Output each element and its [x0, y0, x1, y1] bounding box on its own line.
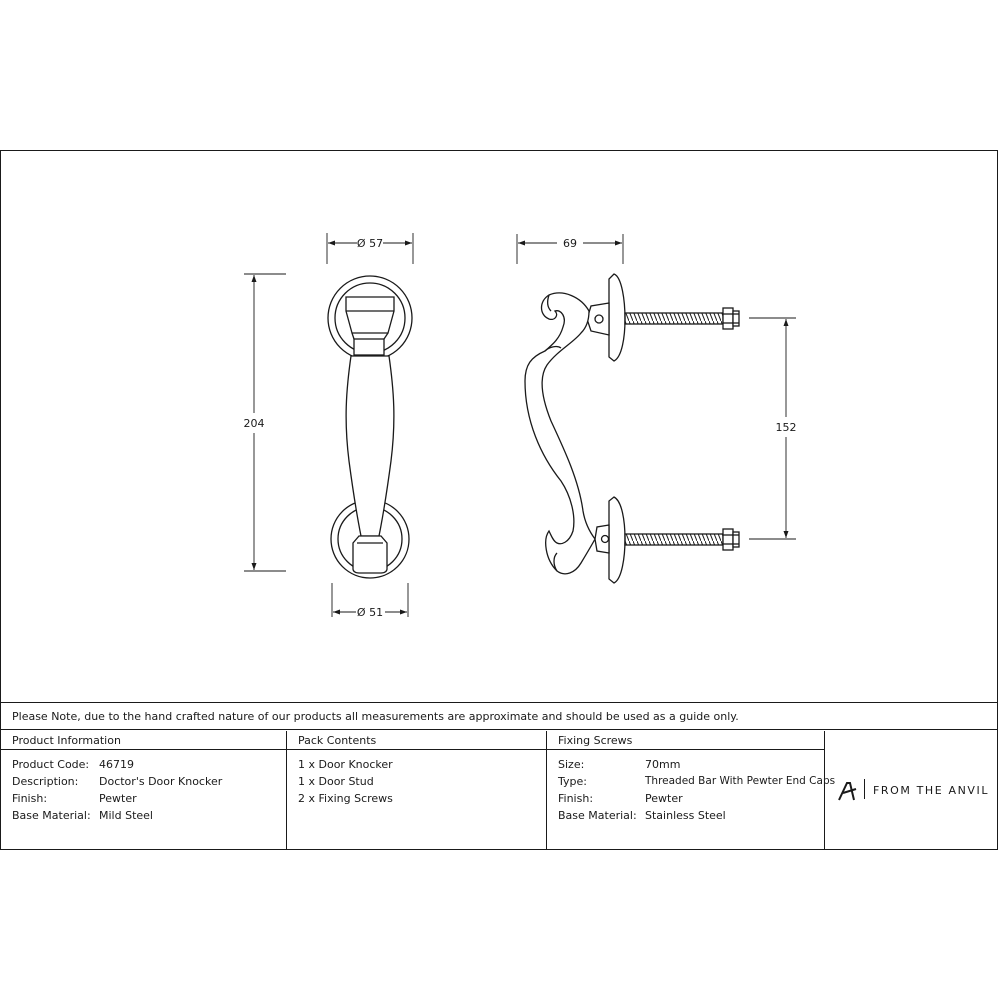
top-backplate	[609, 274, 625, 361]
info-value: Mild Steel	[99, 809, 153, 822]
drawing-area	[1, 151, 999, 701]
brand-block	[825, 731, 997, 849]
screw-row	[558, 809, 824, 826]
screw-label: Finish:	[558, 792, 594, 805]
info-value: 46719	[99, 758, 134, 771]
screw-label: Base Material:	[558, 809, 637, 822]
info-row	[12, 809, 286, 826]
product-information-heading: Product Information	[1, 731, 286, 750]
pack-item: 1 x Door Knocker	[298, 758, 393, 771]
info-label: Finish:	[12, 792, 48, 805]
screw-row	[558, 792, 824, 809]
info-label: Base Material:	[12, 809, 91, 822]
screw-label: Size:	[558, 758, 585, 771]
dim-overall-height: 204	[243, 417, 265, 430]
info-row	[12, 758, 286, 775]
screw-value: Stainless Steel	[645, 809, 726, 822]
info-row	[12, 775, 286, 792]
pack-item: 2 x Fixing Screws	[298, 792, 393, 805]
info-row	[12, 792, 286, 809]
brand-separator	[864, 779, 865, 799]
info-label: Description:	[12, 775, 79, 788]
bottom-threaded-bar	[625, 534, 723, 545]
front-view	[328, 276, 412, 578]
fixing-screws-panel	[547, 731, 836, 849]
screw-value: Pewter	[645, 792, 683, 805]
top-pivot-cap	[346, 297, 394, 333]
screw-row	[558, 775, 836, 792]
technical-drawing-sheet	[0, 150, 998, 850]
top-end-cap	[723, 308, 733, 329]
side-dimensions	[517, 234, 796, 539]
pack-item: 1 x Door Stud	[298, 775, 374, 788]
info-value: Pewter	[99, 792, 137, 805]
bottom-backplate	[609, 497, 625, 583]
pack-contents-panel	[287, 731, 547, 849]
info-label: Product Code:	[12, 758, 90, 771]
screw-value: Threaded Bar With Pewter End Caps	[645, 775, 836, 787]
product-information-panel	[1, 731, 287, 849]
dim-top-diameter: Ø 57	[356, 237, 384, 250]
bottom-end-cap	[723, 529, 733, 550]
screw-value: 70mm	[645, 758, 681, 771]
dim-fixing-centres: 152	[775, 421, 797, 434]
dim-bottom-diameter: Ø 51	[356, 606, 384, 619]
dim-projection: 69	[563, 237, 577, 250]
fixing-screws-heading: Fixing Screws	[547, 731, 824, 750]
top-threaded-bar	[625, 313, 723, 324]
info-value: Doctor's Door Knocker	[99, 775, 223, 788]
screw-row	[558, 758, 824, 775]
anvil-a-logo-icon	[837, 781, 857, 801]
knocker-handle	[346, 356, 394, 536]
bottom-striker	[353, 536, 387, 573]
pack-contents-heading: Pack Contents	[287, 731, 546, 750]
top-collar	[354, 339, 384, 355]
scroll-handle	[525, 293, 595, 574]
side-view	[525, 274, 739, 583]
brand-name: FROM THE ANVIL	[873, 784, 990, 797]
top-bracket	[587, 303, 609, 335]
measurement-note: Please Note, due to the hand crafted nature of our products all measurements are approximate and should be used as a guide only.	[1, 702, 997, 730]
screw-label: Type:	[558, 775, 587, 788]
